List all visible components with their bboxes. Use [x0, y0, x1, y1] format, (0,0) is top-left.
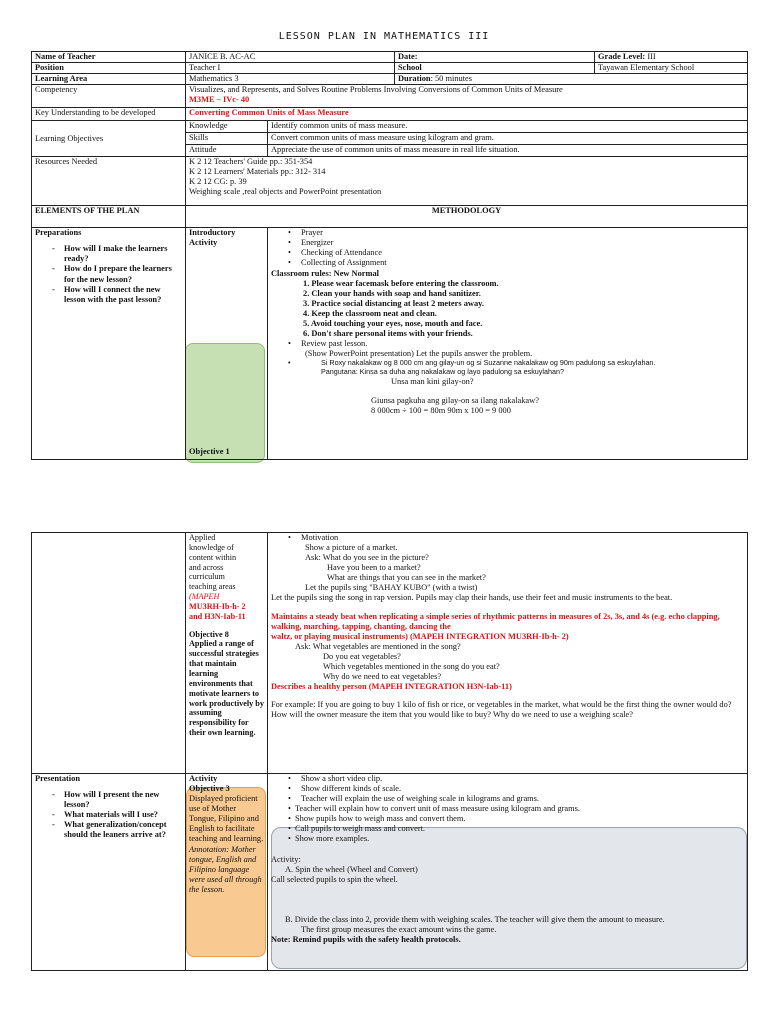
rule-item: 4. Keep the classroom neat and clean.: [303, 308, 437, 318]
activity-b: B. Divide the class into 2, provide them with weighing scales. The teacher will give them the amount to measure.: [285, 914, 665, 924]
lesson-plan-table-1: [31, 51, 748, 460]
motivation-left-cell: [186, 533, 268, 774]
skills-label: Skills: [186, 133, 268, 145]
duration-value: : 50 minutes: [430, 74, 472, 84]
mapeh-code: MU3RH-Ib-h- 2: [189, 601, 246, 611]
preparations-cell: [32, 228, 186, 460]
elements-label: ELEMENTS OF THE PLAN: [32, 206, 186, 228]
presentation-cell: [32, 774, 186, 971]
key-label: Key Understanding to be developed: [32, 108, 186, 121]
intro-bullet: • Prayer: [271, 228, 744, 238]
solution-title: Giunsa pagkuha ang gilay-on sa ilang nakalakaw?: [371, 395, 539, 405]
applied-line: knowledge of: [189, 542, 234, 552]
example-text: For example: If you are going to buy 1 kilo of fish or rice, or vegetables in the market, what would be the first thing the owner would do? How will the owner measure the item that you would like to buy? Why do we need to use a weighing scale?: [271, 700, 732, 720]
presentation-activity-label: Activity: [189, 774, 218, 783]
presentation-content-cell: [268, 774, 748, 971]
ask-line: Do you eat vegetables?: [323, 651, 401, 661]
intro-activity-cell: [186, 228, 268, 460]
activity-b2: The first group measures the exact amount wins the game.: [301, 924, 497, 934]
methodology-label: METHODOLOGY: [186, 206, 748, 228]
objective8-label: Objective 8: [189, 629, 229, 639]
presentation-activity-cell: [186, 774, 268, 971]
duration-cell: [395, 74, 748, 85]
motivation-bullet: • Motivation: [271, 533, 744, 543]
intro-bullet: • Checking of Attendance: [271, 248, 744, 258]
activity-a: A. Spin the wheel (Wheel and Convert): [285, 864, 418, 874]
motivation-line: Let the pupils sing "BAHAY KUBO" (with a twist): [305, 583, 478, 593]
competency-label: Competency: [32, 85, 186, 108]
objective8-text: Applied a range of successful strategies that maintain learning environments that motivate learners to work productively by assuming responsibility for their own learning.: [189, 639, 264, 738]
presentation-bullet: • Show pupils how to weigh mass and convert them.: [271, 814, 744, 824]
mapeh-red3: Describes a healthy person (MAPEH INTEGRATION H3N-Iab-11): [271, 682, 512, 692]
presentation-bullet: • Teacher will explain the use of weighing scale in kilograms and grams.: [271, 794, 744, 804]
rules-title: Classroom rules: New Normal: [271, 268, 380, 278]
rule-item: 6. Don't share personal items with your friends.: [303, 329, 473, 339]
resource-item: K 2 12 Teachers' Guide pp.: 351-354: [189, 157, 313, 167]
intro-bullet: • Energizer: [271, 238, 744, 248]
note-line: [271, 935, 744, 945]
presentation-bullet: • Show more examples.: [271, 834, 744, 844]
presentation-question: - What materials will I use?: [35, 810, 182, 820]
note-label: Note:: [271, 934, 291, 944]
grade-label: Grade Level:: [598, 52, 646, 61]
rule-item: 2. Clean your hands with soap and hand sanitizer.: [303, 288, 481, 298]
presentation-question: - How will I present the new lesson?: [35, 790, 182, 810]
preparations-title: Preparations: [35, 228, 82, 238]
problem-text: • Si Roxy nakalakaw og 8 000 cm ang gilay-un og si Suzanne nakalakaw og 90m padulong sa eskuylahan.: [271, 359, 744, 368]
prep-question: - How will I connect the new lesson with the past lesson?: [35, 285, 182, 305]
intro-bullet: • Collecting of Assignment: [271, 258, 744, 268]
review-bullet: • Review past lesson.: [271, 339, 744, 349]
objective3-label: Objective 3: [189, 784, 230, 794]
grade-cell: [595, 52, 748, 63]
presentation-bullet: • Teacher will explain how to convert unit of mass measure using kilogram and grams.: [271, 804, 744, 814]
ask-line: Which vegetables mentioned in the song do you eat?: [323, 661, 500, 671]
motivation-line: Show a picture of a market.: [305, 543, 398, 553]
attitude-value: Appreciate the use of common units of mass measure in real life situation.: [268, 145, 748, 157]
presentation-bullet: • Show a short video clip.: [271, 774, 744, 784]
position-value: Teacher I: [186, 63, 395, 74]
school-value: Tayawan Elementary School: [595, 63, 748, 74]
presentation-title: Presentation: [35, 774, 80, 783]
motivation-line: Have you been to a market?: [327, 563, 421, 573]
mapeh-red2: waltz, or playing musical instruments) (MAPEH INTEGRATION MU3RH-Ib-h- 2): [271, 631, 569, 641]
competency-value: Visualizes, and Represents, and Solves Routine Problems Involving Conversions of Common Units of Measure: [189, 85, 563, 95]
competency-code: M3ME – IVc- 40: [189, 95, 250, 105]
applied-line: content within: [189, 552, 237, 562]
mapeh-red1: Maintains a steady beat when replicating a simple series of rhythmic patterns in measures of 2s, 3s, and 4s (e.g. echo clapping, walking, marching, tapping, chanting, dancing the: [271, 611, 720, 631]
ask-line: Ask: What vegetables are mentioned in the song?: [295, 641, 461, 651]
rap-text: Let the pupils sing the song in rap version. Pupils may clap their hands, use their feet and music instruments to the beat.: [271, 593, 673, 603]
resource-item: Weighing scale ,real objects and PowerPoint presentation: [189, 187, 382, 197]
school-label: School: [395, 63, 595, 74]
skills-value: Convert common units of mass measure using kilogram and gram.: [268, 133, 748, 145]
duration-label: Duration: [398, 74, 431, 84]
intro-content-cell: [268, 228, 748, 460]
objective3-text: Displayed proficient use of Mother Tongue, Filipino and English to facilitate teaching and learning.: [189, 794, 264, 844]
motivation-line: What are things that you can see in the market?: [327, 573, 486, 583]
competency-cell: [186, 85, 748, 108]
applied-line: teaching areas: [189, 582, 236, 592]
resources-cell: [186, 157, 748, 206]
resources-label: Resources Needed: [32, 157, 186, 206]
resource-item: K 2 12 CG: p. 39: [189, 177, 247, 187]
teacher-value: JANICE B. AC-AC: [186, 52, 395, 63]
knowledge-label: Knowledge: [186, 121, 268, 133]
page-title: LESSON PLAN IN MATHEMATICS III: [278, 31, 490, 42]
empty-cell: [32, 533, 186, 774]
question-text: Pangutana: Kinsa sa duha ang nakalakaw og layo padulong sa eskuylahan?: [321, 366, 564, 376]
mapeh-label: (MAPEH: [189, 592, 220, 602]
presentation-question: - What generalization/concept should the leaners arrive at?: [35, 820, 182, 840]
prep-question: - How will I make the learners ready?: [35, 244, 182, 264]
applied-line: curriculum: [189, 572, 225, 582]
annotation-text: Annotation: Mother tongue, English and Filipino language were used all through the lesson.: [189, 844, 262, 894]
grade-value: III: [647, 52, 656, 61]
ask-line: Why do we need to eat vegetables?: [323, 672, 442, 682]
resource-item: K 2 12 Learners' Materials pp.: 312- 314: [189, 167, 326, 177]
objective1-label: Objective 1: [189, 447, 230, 457]
rule-item: 5. Avoid touching your eyes, nose, mouth and face.: [303, 318, 483, 328]
area-value: Mathematics 3: [186, 74, 395, 85]
note-text: Remind pupils with the safety health protocols.: [290, 934, 461, 944]
rule-item: 1. Please wear facemask before entering the classroom.: [303, 278, 499, 288]
rule-item: 3. Practice social distancing at least 2 meters away.: [303, 298, 484, 308]
motivation-line: Ask: What do you see in the picture?: [305, 553, 429, 563]
knowledge-value: Identify common units of mass measure.: [268, 121, 748, 133]
presentation-bullet: • Call pupils to weigh mass and convert.: [271, 824, 744, 834]
intro-activity-label: Introductory Activity: [189, 228, 236, 248]
review-note: (Show PowerPoint presentation) Let the pupils answer the problem.: [305, 349, 533, 359]
presentation-bullet: • Show different kinds of scale.: [271, 784, 744, 794]
key-value: Converting Common Units of Mass Measure: [186, 108, 748, 121]
teacher-label: Name of Teacher: [32, 52, 186, 63]
applied-line: and across: [189, 562, 224, 572]
prep-question: - How do I prepare the learners for the new lesson?: [35, 264, 182, 284]
attitude-label: Attitude: [186, 145, 268, 157]
question2-text: Unsa man kini gilay-on?: [391, 376, 474, 386]
applied-line: Applied: [189, 533, 216, 542]
objectives-label: Learning Objectives: [32, 121, 186, 157]
activity-label: Activity:: [271, 854, 301, 864]
activity-a-note: Call selected pupils to spin the wheel.: [271, 874, 398, 884]
area-label: Learning Area: [32, 74, 186, 85]
solution-text: 8 000cm ÷ 100 = 80m 90m x 100 = 9 000: [371, 405, 511, 415]
date-label: Date:: [395, 52, 595, 63]
lesson-plan-table-2: [31, 532, 748, 971]
mapeh-code2: and H3N-Iab-11: [189, 611, 246, 621]
position-label: Position: [32, 63, 186, 74]
motivation-content-cell: [268, 533, 748, 774]
